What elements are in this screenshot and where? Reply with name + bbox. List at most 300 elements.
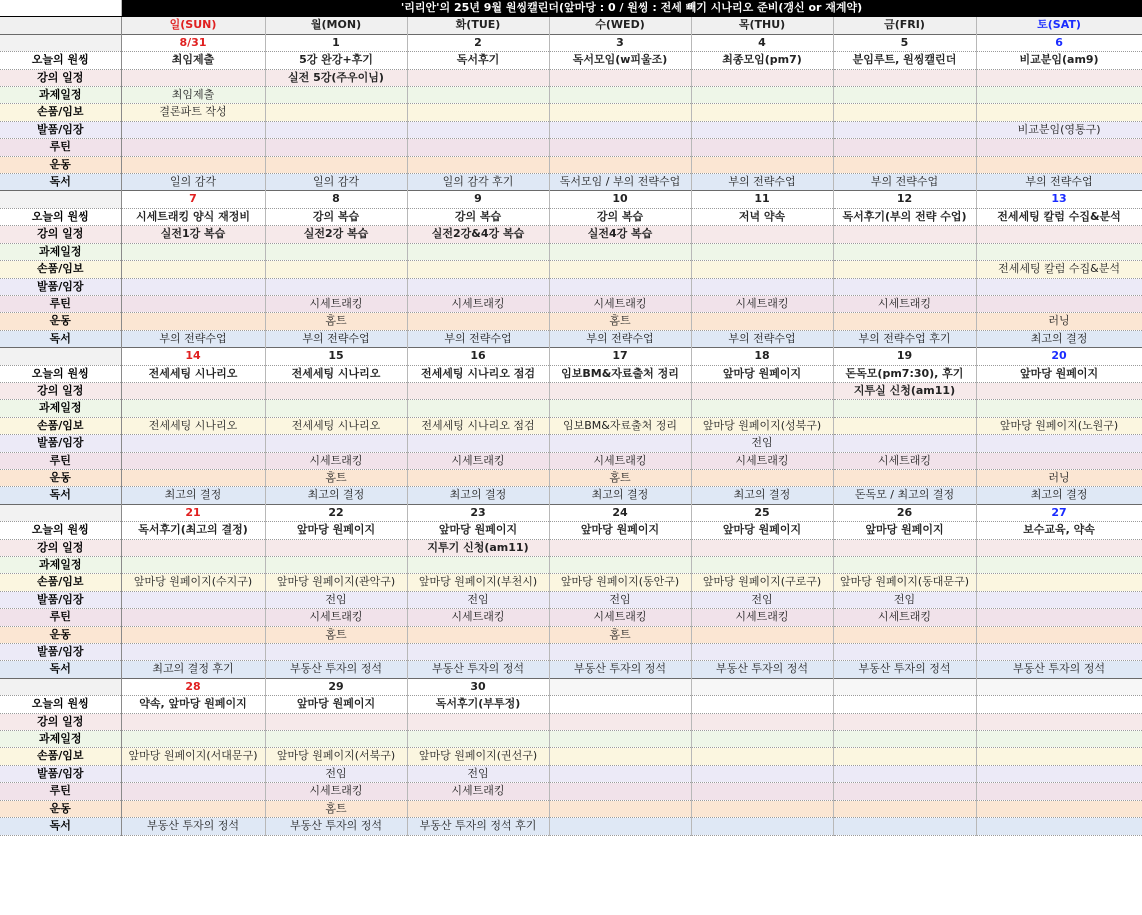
schedule-cell[interactable] bbox=[833, 469, 976, 486]
date-cell[interactable] bbox=[549, 678, 691, 695]
schedule-cell[interactable] bbox=[833, 278, 976, 295]
schedule-cell[interactable]: 임보BM&자료출처 정리 bbox=[549, 365, 691, 382]
schedule-cell[interactable] bbox=[121, 557, 265, 574]
schedule-cell[interactable]: 앞마당 원페이지 bbox=[265, 696, 407, 713]
schedule-cell[interactable] bbox=[121, 69, 265, 86]
schedule-cell[interactable]: 지투기 신청(am11) bbox=[407, 539, 549, 556]
date-cell[interactable]: 11 bbox=[691, 191, 833, 208]
schedule-cell[interactable]: 약속, 앞마당 원페이지 bbox=[121, 696, 265, 713]
schedule-cell[interactable] bbox=[833, 626, 976, 643]
schedule-cell[interactable]: 강의 복습 bbox=[407, 208, 549, 225]
row-label[interactable]: 독서 bbox=[0, 174, 121, 191]
schedule-cell[interactable]: 임보BM&자료출처 정리 bbox=[549, 417, 691, 434]
schedule-cell[interactable]: 부동산 투자의 정석 후기 bbox=[407, 818, 549, 835]
schedule-cell[interactable]: 전세세팅 칼럼 수집&분석 bbox=[976, 208, 1142, 225]
schedule-cell[interactable] bbox=[121, 800, 265, 817]
schedule-cell[interactable] bbox=[976, 156, 1142, 173]
schedule-cell[interactable] bbox=[121, 469, 265, 486]
schedule-cell[interactable] bbox=[549, 400, 691, 417]
date-cell[interactable]: 7 bbox=[121, 191, 265, 208]
schedule-cell[interactable] bbox=[833, 557, 976, 574]
schedule-cell[interactable]: 부동산 투자의 정석 bbox=[121, 818, 265, 835]
schedule-cell[interactable]: 독서후기(최고의 결정) bbox=[121, 522, 265, 539]
schedule-cell[interactable] bbox=[833, 765, 976, 782]
schedule-cell[interactable]: 부의 전략수업 bbox=[833, 174, 976, 191]
schedule-cell[interactable] bbox=[265, 87, 407, 104]
schedule-cell[interactable]: 앞마당 원페이지(동안구) bbox=[549, 574, 691, 591]
schedule-cell[interactable] bbox=[691, 278, 833, 295]
schedule-cell[interactable]: 전세세팅 칼럼 수집&분석 bbox=[976, 261, 1142, 278]
date-row-label-cell[interactable] bbox=[0, 504, 121, 521]
schedule-cell[interactable]: 시세트래킹 bbox=[549, 452, 691, 469]
schedule-cell[interactable] bbox=[691, 713, 833, 730]
schedule-cell[interactable] bbox=[265, 539, 407, 556]
schedule-cell[interactable]: 러닝 bbox=[976, 313, 1142, 330]
schedule-cell[interactable] bbox=[549, 748, 691, 765]
schedule-cell[interactable]: 앞마당 원페이지(권선구) bbox=[407, 748, 549, 765]
schedule-cell[interactable] bbox=[976, 539, 1142, 556]
row-label[interactable]: 강의 일정 bbox=[0, 69, 121, 86]
schedule-cell[interactable] bbox=[121, 452, 265, 469]
schedule-cell[interactable]: 시세트래킹 bbox=[691, 295, 833, 312]
row-label[interactable]: 오늘의 원씽 bbox=[0, 208, 121, 225]
schedule-cell[interactable] bbox=[265, 644, 407, 661]
schedule-cell[interactable] bbox=[691, 644, 833, 661]
schedule-cell[interactable] bbox=[833, 731, 976, 748]
schedule-cell[interactable]: 부동산 투자의 정석 bbox=[549, 661, 691, 678]
schedule-cell[interactable] bbox=[833, 69, 976, 86]
date-cell[interactable]: 20 bbox=[976, 348, 1142, 365]
schedule-cell[interactable]: 전세세팅 시나리오 점검 bbox=[407, 417, 549, 434]
schedule-cell[interactable] bbox=[265, 557, 407, 574]
date-cell[interactable] bbox=[691, 678, 833, 695]
schedule-cell[interactable] bbox=[121, 626, 265, 643]
schedule-cell[interactable]: 독서후기 bbox=[407, 52, 549, 69]
schedule-cell[interactable] bbox=[833, 87, 976, 104]
schedule-cell[interactable]: 시세트래킹 bbox=[265, 452, 407, 469]
schedule-cell[interactable] bbox=[407, 261, 549, 278]
schedule-cell[interactable]: 최임제출 bbox=[121, 87, 265, 104]
date-cell[interactable]: 23 bbox=[407, 504, 549, 521]
schedule-cell[interactable] bbox=[121, 313, 265, 330]
schedule-cell[interactable] bbox=[691, 818, 833, 835]
date-cell[interactable]: 29 bbox=[265, 678, 407, 695]
schedule-cell[interactable]: 홈트 bbox=[549, 626, 691, 643]
schedule-cell[interactable] bbox=[265, 261, 407, 278]
row-label[interactable]: 손품/임보 bbox=[0, 261, 121, 278]
schedule-cell[interactable]: 앞마당 원페이지 bbox=[691, 365, 833, 382]
date-row-label-cell[interactable] bbox=[0, 678, 121, 695]
schedule-cell[interactable] bbox=[407, 800, 549, 817]
schedule-cell[interactable]: 일의 감각 bbox=[265, 174, 407, 191]
schedule-cell[interactable]: 결론파트 작성 bbox=[121, 104, 265, 121]
schedule-cell[interactable] bbox=[976, 713, 1142, 730]
row-label[interactable]: 과제일정 bbox=[0, 87, 121, 104]
schedule-cell[interactable] bbox=[121, 644, 265, 661]
schedule-cell[interactable]: 보수교육, 약속 bbox=[976, 522, 1142, 539]
schedule-cell[interactable]: 일의 감각 bbox=[121, 174, 265, 191]
schedule-cell[interactable] bbox=[265, 382, 407, 399]
schedule-cell[interactable]: 최고의 결정 bbox=[976, 487, 1142, 504]
schedule-cell[interactable] bbox=[549, 800, 691, 817]
date-cell[interactable]: 28 bbox=[121, 678, 265, 695]
schedule-cell[interactable]: 전임 bbox=[549, 591, 691, 608]
schedule-cell[interactable] bbox=[121, 139, 265, 156]
schedule-cell[interactable]: 부동산 투자의 정석 bbox=[265, 661, 407, 678]
schedule-cell[interactable] bbox=[121, 295, 265, 312]
schedule-cell[interactable] bbox=[407, 382, 549, 399]
row-label[interactable]: 운동 bbox=[0, 313, 121, 330]
schedule-cell[interactable]: 전임 bbox=[265, 591, 407, 608]
schedule-cell[interactable] bbox=[121, 591, 265, 608]
schedule-cell[interactable] bbox=[833, 261, 976, 278]
weekday-thu[interactable]: 목(THU) bbox=[691, 17, 833, 34]
schedule-cell[interactable]: 5강 완강+후기 bbox=[265, 52, 407, 69]
schedule-cell[interactable] bbox=[833, 156, 976, 173]
schedule-cell[interactable] bbox=[121, 261, 265, 278]
schedule-cell[interactable] bbox=[265, 243, 407, 260]
schedule-cell[interactable]: 부의 전략수업 bbox=[265, 330, 407, 347]
schedule-cell[interactable] bbox=[833, 243, 976, 260]
date-cell[interactable]: 26 bbox=[833, 504, 976, 521]
schedule-cell[interactable] bbox=[549, 382, 691, 399]
calendar-title[interactable]: '리리안'의 25년 9월 원씽캘린더(앞마당 : 0 / 원씽 : 전세 빼기 시나리오 준비(갱신 or 재계약) bbox=[121, 0, 1142, 17]
row-label[interactable]: 루틴 bbox=[0, 609, 121, 626]
schedule-cell[interactable] bbox=[976, 452, 1142, 469]
schedule-cell[interactable] bbox=[976, 243, 1142, 260]
schedule-cell[interactable]: 전세세팅 시나리오 bbox=[121, 365, 265, 382]
schedule-cell[interactable]: 홈트 bbox=[265, 313, 407, 330]
schedule-cell[interactable] bbox=[976, 696, 1142, 713]
schedule-cell[interactable] bbox=[121, 156, 265, 173]
date-cell[interactable]: 21 bbox=[121, 504, 265, 521]
schedule-cell[interactable]: 시세트래킹 bbox=[407, 783, 549, 800]
schedule-cell[interactable] bbox=[549, 765, 691, 782]
schedule-cell[interactable] bbox=[549, 783, 691, 800]
schedule-cell[interactable] bbox=[407, 121, 549, 138]
schedule-cell[interactable]: 시세트래킹 bbox=[407, 609, 549, 626]
schedule-cell[interactable] bbox=[549, 557, 691, 574]
schedule-cell[interactable]: 시세트래킹 bbox=[833, 609, 976, 626]
schedule-cell[interactable] bbox=[833, 783, 976, 800]
schedule-cell[interactable] bbox=[833, 644, 976, 661]
schedule-cell[interactable]: 전임 bbox=[691, 435, 833, 452]
schedule-cell[interactable]: 홈트 bbox=[549, 313, 691, 330]
schedule-cell[interactable] bbox=[691, 765, 833, 782]
date-cell[interactable]: 15 bbox=[265, 348, 407, 365]
schedule-cell[interactable]: 비교분임(영통구) bbox=[976, 121, 1142, 138]
date-cell[interactable]: 27 bbox=[976, 504, 1142, 521]
date-cell[interactable]: 5 bbox=[833, 34, 976, 51]
schedule-cell[interactable]: 최고의 결정 bbox=[121, 487, 265, 504]
schedule-cell[interactable] bbox=[976, 644, 1142, 661]
schedule-cell[interactable] bbox=[265, 121, 407, 138]
schedule-cell[interactable] bbox=[407, 104, 549, 121]
schedule-cell[interactable]: 전세세팅 시나리오 bbox=[121, 417, 265, 434]
schedule-cell[interactable]: 전임 bbox=[407, 765, 549, 782]
schedule-cell[interactable]: 홈트 bbox=[265, 469, 407, 486]
schedule-cell[interactable]: 시세트래킹 bbox=[265, 783, 407, 800]
schedule-cell[interactable] bbox=[691, 139, 833, 156]
schedule-cell[interactable] bbox=[976, 765, 1142, 782]
schedule-cell[interactable] bbox=[121, 713, 265, 730]
schedule-cell[interactable]: 실전2강&4강 복습 bbox=[407, 226, 549, 243]
schedule-cell[interactable] bbox=[691, 626, 833, 643]
schedule-cell[interactable]: 시세트래킹 bbox=[407, 295, 549, 312]
schedule-cell[interactable] bbox=[549, 139, 691, 156]
schedule-cell[interactable] bbox=[549, 644, 691, 661]
schedule-cell[interactable] bbox=[976, 295, 1142, 312]
row-label[interactable]: 운동 bbox=[0, 626, 121, 643]
schedule-cell[interactable] bbox=[976, 69, 1142, 86]
schedule-cell[interactable]: 앞마당 원페이지(동대문구) bbox=[833, 574, 976, 591]
schedule-cell[interactable] bbox=[549, 261, 691, 278]
schedule-cell[interactable] bbox=[549, 121, 691, 138]
schedule-cell[interactable] bbox=[407, 139, 549, 156]
schedule-cell[interactable] bbox=[833, 139, 976, 156]
schedule-cell[interactable]: 전세세팅 시나리오 bbox=[265, 365, 407, 382]
schedule-cell[interactable]: 돈독모 / 최고의 결정 bbox=[833, 487, 976, 504]
date-cell[interactable]: 24 bbox=[549, 504, 691, 521]
schedule-cell[interactable] bbox=[407, 243, 549, 260]
row-label[interactable]: 과제일정 bbox=[0, 557, 121, 574]
date-cell[interactable]: 16 bbox=[407, 348, 549, 365]
schedule-cell[interactable] bbox=[691, 226, 833, 243]
schedule-cell[interactable] bbox=[976, 382, 1142, 399]
schedule-cell[interactable] bbox=[691, 382, 833, 399]
schedule-cell[interactable] bbox=[833, 417, 976, 434]
schedule-cell[interactable] bbox=[691, 243, 833, 260]
schedule-cell[interactable]: 홈트 bbox=[265, 800, 407, 817]
date-cell[interactable]: 1 bbox=[265, 34, 407, 51]
schedule-cell[interactable]: 최고의 결정 bbox=[265, 487, 407, 504]
schedule-cell[interactable]: 앞마당 원페이지 bbox=[549, 522, 691, 539]
row-label[interactable]: 발품/임장 bbox=[0, 765, 121, 782]
row-label[interactable]: 손품/임보 bbox=[0, 417, 121, 434]
schedule-cell[interactable]: 앞마당 원페이지 bbox=[833, 522, 976, 539]
schedule-cell[interactable] bbox=[976, 783, 1142, 800]
date-row-label-cell[interactable] bbox=[0, 191, 121, 208]
schedule-cell[interactable]: 최고의 결정 bbox=[407, 487, 549, 504]
schedule-cell[interactable] bbox=[549, 104, 691, 121]
schedule-cell[interactable] bbox=[407, 69, 549, 86]
schedule-cell[interactable] bbox=[265, 731, 407, 748]
row-label[interactable]: 루틴 bbox=[0, 295, 121, 312]
schedule-cell[interactable] bbox=[833, 121, 976, 138]
schedule-cell[interactable]: 최고의 결정 bbox=[691, 487, 833, 504]
row-label[interactable]: 과제일정 bbox=[0, 731, 121, 748]
schedule-cell[interactable]: 독서모임 / 부의 전략수업 bbox=[549, 174, 691, 191]
schedule-cell[interactable] bbox=[691, 539, 833, 556]
schedule-cell[interactable] bbox=[407, 400, 549, 417]
schedule-cell[interactable] bbox=[976, 226, 1142, 243]
schedule-cell[interactable]: 홈트 bbox=[549, 469, 691, 486]
schedule-cell[interactable] bbox=[407, 731, 549, 748]
schedule-cell[interactable]: 최종모임(pm7) bbox=[691, 52, 833, 69]
row-label[interactable]: 발품/임장 bbox=[0, 121, 121, 138]
schedule-cell[interactable]: 시세트래킹 bbox=[265, 609, 407, 626]
schedule-cell[interactable] bbox=[691, 557, 833, 574]
schedule-cell[interactable]: 홈트 bbox=[265, 626, 407, 643]
weekday-sat[interactable]: 토(SAT) bbox=[976, 17, 1142, 34]
schedule-cell[interactable] bbox=[121, 539, 265, 556]
schedule-cell[interactable]: 강의 복습 bbox=[549, 208, 691, 225]
schedule-cell[interactable]: 돈독모(pm7:30), 후기 bbox=[833, 365, 976, 382]
schedule-cell[interactable]: 부의 전략수업 후기 bbox=[833, 330, 976, 347]
schedule-cell[interactable] bbox=[121, 121, 265, 138]
schedule-cell[interactable] bbox=[691, 69, 833, 86]
date-cell[interactable]: 19 bbox=[833, 348, 976, 365]
schedule-cell[interactable] bbox=[265, 139, 407, 156]
row-label[interactable]: 오늘의 원씽 bbox=[0, 696, 121, 713]
schedule-cell[interactable]: 앞마당 원페이지 bbox=[265, 522, 407, 539]
schedule-cell[interactable]: 부의 전략수업 bbox=[121, 330, 265, 347]
schedule-cell[interactable]: 실전2강 복습 bbox=[265, 226, 407, 243]
schedule-cell[interactable] bbox=[833, 313, 976, 330]
row-label[interactable]: 오늘의 원씽 bbox=[0, 522, 121, 539]
weekday-mon[interactable]: 월(MON) bbox=[265, 17, 407, 34]
schedule-cell[interactable]: 시세트래킹 bbox=[549, 609, 691, 626]
schedule-cell[interactable]: 일의 감각 후기 bbox=[407, 174, 549, 191]
schedule-cell[interactable] bbox=[976, 435, 1142, 452]
row-label[interactable]: 손품/임보 bbox=[0, 748, 121, 765]
date-cell[interactable] bbox=[833, 678, 976, 695]
schedule-cell[interactable] bbox=[549, 731, 691, 748]
schedule-cell[interactable]: 전임 bbox=[407, 591, 549, 608]
row-label[interactable]: 발품/임장 bbox=[0, 591, 121, 608]
schedule-cell[interactable] bbox=[691, 400, 833, 417]
date-cell[interactable]: 22 bbox=[265, 504, 407, 521]
row-label[interactable]: 오늘의 원씽 bbox=[0, 365, 121, 382]
row-label[interactable]: 운동 bbox=[0, 469, 121, 486]
schedule-cell[interactable]: 시세트래킹 bbox=[833, 452, 976, 469]
schedule-cell[interactable] bbox=[549, 69, 691, 86]
schedule-cell[interactable] bbox=[833, 696, 976, 713]
schedule-cell[interactable] bbox=[833, 748, 976, 765]
row-label[interactable]: 독서 bbox=[0, 661, 121, 678]
schedule-cell[interactable] bbox=[976, 591, 1142, 608]
schedule-cell[interactable] bbox=[407, 435, 549, 452]
schedule-cell[interactable]: 시세트래킹 bbox=[833, 295, 976, 312]
row-label[interactable]: 손품/임보 bbox=[0, 574, 121, 591]
schedule-cell[interactable]: 부동산 투자의 정석 bbox=[833, 661, 976, 678]
schedule-cell[interactable] bbox=[407, 557, 549, 574]
schedule-cell[interactable]: 앞마당 원페이지(구로구) bbox=[691, 574, 833, 591]
row-label[interactable]: 강의 일정 bbox=[0, 539, 121, 556]
schedule-cell[interactable]: 부동산 투자의 정석 bbox=[265, 818, 407, 835]
schedule-cell[interactable] bbox=[833, 818, 976, 835]
schedule-cell[interactable] bbox=[265, 400, 407, 417]
date-cell[interactable]: 10 bbox=[549, 191, 691, 208]
row-label[interactable]: 강의 일정 bbox=[0, 382, 121, 399]
schedule-cell[interactable] bbox=[121, 435, 265, 452]
schedule-cell[interactable]: 독서모임(w피울조) bbox=[549, 52, 691, 69]
date-cell[interactable]: 2 bbox=[407, 34, 549, 51]
schedule-cell[interactable] bbox=[549, 278, 691, 295]
schedule-cell[interactable] bbox=[121, 382, 265, 399]
schedule-cell[interactable] bbox=[265, 713, 407, 730]
date-cell[interactable] bbox=[976, 678, 1142, 695]
schedule-cell[interactable] bbox=[121, 400, 265, 417]
row-label[interactable]: 루틴 bbox=[0, 139, 121, 156]
schedule-cell[interactable] bbox=[549, 243, 691, 260]
schedule-cell[interactable] bbox=[407, 313, 549, 330]
date-cell[interactable]: 8/31 bbox=[121, 34, 265, 51]
schedule-cell[interactable] bbox=[407, 87, 549, 104]
schedule-cell[interactable]: 부의 전략수업 bbox=[976, 174, 1142, 191]
weekday-tue[interactable]: 화(TUE) bbox=[407, 17, 549, 34]
schedule-cell[interactable] bbox=[691, 104, 833, 121]
schedule-cell[interactable]: 전세세팅 시나리오 bbox=[265, 417, 407, 434]
date-cell[interactable]: 3 bbox=[549, 34, 691, 51]
schedule-cell[interactable]: 시세트래킹 양식 재정비 bbox=[121, 208, 265, 225]
row-label[interactable]: 발품/임장 bbox=[0, 435, 121, 452]
schedule-cell[interactable] bbox=[549, 713, 691, 730]
row-label[interactable]: 운동 bbox=[0, 156, 121, 173]
schedule-cell[interactable]: 분임루트, 원씽캘린더 bbox=[833, 52, 976, 69]
schedule-cell[interactable] bbox=[265, 435, 407, 452]
schedule-cell[interactable] bbox=[833, 435, 976, 452]
schedule-cell[interactable] bbox=[121, 609, 265, 626]
schedule-cell[interactable] bbox=[976, 557, 1142, 574]
schedule-cell[interactable] bbox=[407, 713, 549, 730]
row-label[interactable]: 운동 bbox=[0, 800, 121, 817]
schedule-cell[interactable] bbox=[549, 156, 691, 173]
row-label[interactable]: 강의 일정 bbox=[0, 713, 121, 730]
weekday-wed[interactable]: 수(WED) bbox=[549, 17, 691, 34]
date-row-label-cell[interactable] bbox=[0, 348, 121, 365]
date-cell[interactable]: 4 bbox=[691, 34, 833, 51]
schedule-cell[interactable]: 앞마당 원페이지 bbox=[976, 365, 1142, 382]
schedule-cell[interactable] bbox=[549, 818, 691, 835]
schedule-cell[interactable]: 부동산 투자의 정석 bbox=[976, 661, 1142, 678]
schedule-cell[interactable] bbox=[121, 783, 265, 800]
row-label[interactable]: 오늘의 원씽 bbox=[0, 52, 121, 69]
schedule-cell[interactable]: 부의 전략수업 bbox=[691, 330, 833, 347]
schedule-cell[interactable] bbox=[549, 435, 691, 452]
date-cell[interactable]: 8 bbox=[265, 191, 407, 208]
schedule-cell[interactable] bbox=[833, 800, 976, 817]
schedule-cell[interactable] bbox=[691, 156, 833, 173]
schedule-cell[interactable]: 시세트래킹 bbox=[691, 452, 833, 469]
row-label[interactable]: 루틴 bbox=[0, 452, 121, 469]
schedule-cell[interactable]: 강의 복습 bbox=[265, 208, 407, 225]
date-cell[interactable]: 18 bbox=[691, 348, 833, 365]
schedule-cell[interactable] bbox=[407, 156, 549, 173]
row-label[interactable]: 강의 일정 bbox=[0, 226, 121, 243]
date-row-label-cell[interactable] bbox=[0, 34, 121, 51]
schedule-cell[interactable]: 부동산 투자의 정석 bbox=[691, 661, 833, 678]
schedule-cell[interactable] bbox=[976, 400, 1142, 417]
schedule-cell[interactable] bbox=[976, 818, 1142, 835]
schedule-cell[interactable] bbox=[691, 87, 833, 104]
row-label[interactable]: 루틴 bbox=[0, 783, 121, 800]
date-cell[interactable]: 14 bbox=[121, 348, 265, 365]
schedule-cell[interactable]: 앞마당 원페이지(관악구) bbox=[265, 574, 407, 591]
schedule-cell[interactable] bbox=[407, 278, 549, 295]
schedule-cell[interactable] bbox=[691, 748, 833, 765]
schedule-cell[interactable] bbox=[976, 104, 1142, 121]
schedule-cell[interactable]: 지투실 신청(am11) bbox=[833, 382, 976, 399]
row-label[interactable]: 독서 bbox=[0, 818, 121, 835]
row-label[interactable]: 과제일정 bbox=[0, 400, 121, 417]
schedule-cell[interactable]: 최임제출 bbox=[121, 52, 265, 69]
schedule-cell[interactable]: 앞마당 원페이지(서대문구) bbox=[121, 748, 265, 765]
schedule-cell[interactable] bbox=[691, 696, 833, 713]
schedule-cell[interactable]: 부의 전략수업 bbox=[691, 174, 833, 191]
schedule-cell[interactable] bbox=[265, 278, 407, 295]
schedule-cell[interactable] bbox=[691, 731, 833, 748]
